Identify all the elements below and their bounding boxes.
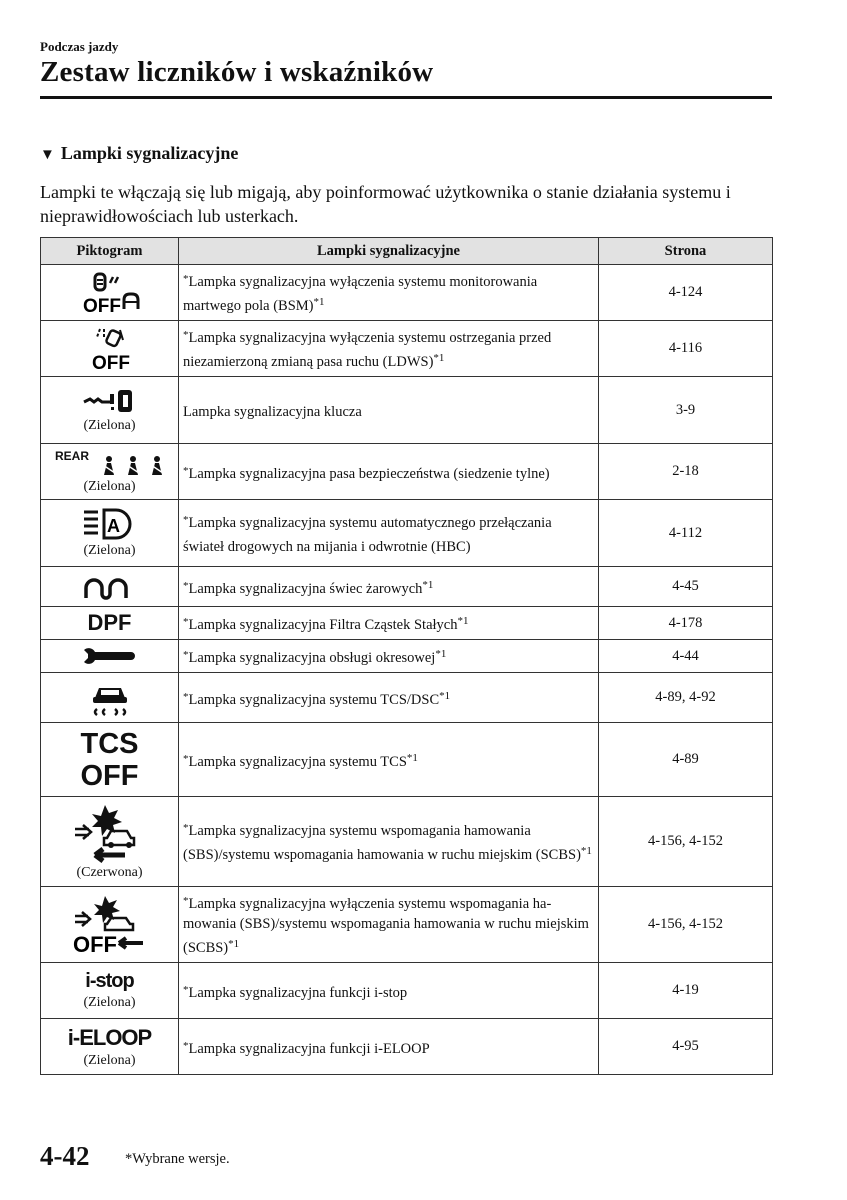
subheading bbox=[40, 143, 238, 164]
lamp-description: Lampka sygnalizacyjna świec żarowych bbox=[188, 580, 423, 597]
page-ref: 4-44 bbox=[599, 640, 773, 673]
svg-text:A: A bbox=[106, 516, 120, 536]
footnote-ref: *1 bbox=[313, 296, 325, 308]
page-ref: 4-95 bbox=[599, 1019, 773, 1075]
table-row bbox=[41, 887, 773, 963]
footnote: *Wybrane wersje. bbox=[125, 1151, 230, 1167]
dpf-label: DPF bbox=[87, 610, 132, 635]
footnote-ref: *1 bbox=[406, 751, 418, 764]
lamp-description: Lampka sygnalizacyjna wyłączenia systemu wspomagania ha-mowania (SBS)/systemu wspomagania hamowania w ruchu miejskim (SCBS) bbox=[183, 896, 589, 956]
asterisk: * bbox=[183, 273, 189, 285]
table-row bbox=[41, 500, 773, 567]
hbc-icon bbox=[80, 507, 140, 541]
table-row bbox=[41, 1019, 773, 1075]
lamp-description: Lampka sygnalizacyjna wyłączenia systemu monitorowania martwego pola (BSM) bbox=[183, 274, 538, 314]
intro-paragraph: Lampki te włączają się lub migają, aby poinformować użytkownika o stanie działania systemu i nieprawidłowościach lub usterkach. bbox=[40, 182, 731, 226]
lamp-description: Lampka sygnalizacyjna pasa bezpieczeństwa (siedzenie tylne) bbox=[188, 465, 550, 482]
i-stop-icon: i-stop bbox=[85, 970, 134, 992]
page-ref: 4-112 bbox=[599, 500, 773, 567]
column-header-pictogram: Piktogram bbox=[41, 238, 179, 265]
table-row bbox=[41, 444, 773, 500]
table-row bbox=[41, 377, 773, 444]
tcs-label: TCS bbox=[80, 727, 139, 760]
page-ref: 4-124 bbox=[599, 265, 773, 321]
lamp-description: Lampka sygnalizacyjna klucza bbox=[183, 404, 362, 420]
footnote-ref: *1 bbox=[433, 352, 445, 364]
column-header-lamp: Lampki sygnalizacyjne bbox=[179, 238, 599, 265]
lamp-color-caption: (Zielona) bbox=[83, 1052, 136, 1068]
page-ref: 4-89 bbox=[599, 723, 773, 797]
page-ref: 4-19 bbox=[599, 963, 773, 1019]
footnote-ref: *1 bbox=[422, 578, 434, 591]
asterisk: * bbox=[183, 1039, 189, 1052]
glow-plug-icon bbox=[41, 567, 179, 607]
lamp-description: Lampka sygnalizacyjna systemu automatycznego przełączania świateł drogowych na mijania i odwrotnie (HBC) bbox=[183, 514, 552, 555]
footnote-ref: *1 bbox=[228, 938, 240, 950]
page-ref: 4-178 bbox=[599, 607, 773, 640]
lamp-color-caption: (Zielona) bbox=[83, 543, 136, 558]
triangle-icon: ▼ bbox=[40, 147, 55, 163]
bsm-off-icon bbox=[41, 265, 179, 321]
off-label: OFF bbox=[80, 759, 139, 792]
lamp-description: Lampka sygnalizacyjna Filtra Cząstek Stałych bbox=[188, 617, 458, 633]
asterisk: * bbox=[183, 690, 189, 703]
asterisk: * bbox=[183, 983, 189, 996]
warning-lamps-table bbox=[40, 237, 773, 1075]
footnote-ref: *1 bbox=[457, 615, 469, 627]
asterisk: * bbox=[183, 464, 189, 477]
i-eloop-icon: i-ELOOP bbox=[67, 1024, 152, 1050]
page-ref: 4-116 bbox=[599, 321, 773, 377]
footnote-ref: *1 bbox=[580, 845, 592, 857]
svg-text:OFF: OFF bbox=[82, 295, 121, 315]
table-row bbox=[41, 797, 773, 887]
tcs-dsc-icon bbox=[41, 673, 179, 723]
sbs-off-icon bbox=[41, 887, 179, 963]
table-row bbox=[41, 321, 773, 377]
subheading-text: Lampki sygnalizacyjne bbox=[60, 143, 239, 163]
lamp-color-caption: (Zielona) bbox=[83, 478, 136, 494]
table-row bbox=[41, 640, 773, 673]
footnote-ref: *1 bbox=[439, 689, 451, 702]
asterisk: * bbox=[183, 895, 189, 907]
page-ref: 4-156, 4-152 bbox=[599, 887, 773, 963]
section-label: Podczas jazdy bbox=[40, 39, 119, 54]
page-ref: 2-18 bbox=[599, 444, 773, 500]
table-row bbox=[41, 607, 773, 640]
asterisk: * bbox=[183, 616, 189, 628]
lamp-description: Lampka sygnalizacyjna funkcji i-ELOOP bbox=[188, 1040, 430, 1057]
lamp-description: Lampka sygnalizacyjna systemu wspomagania hamowania (SBS)/systemu wspomagania hamowania w ruchu miejskim (SCBS) bbox=[183, 823, 581, 863]
ldws-off-icon bbox=[41, 321, 179, 377]
asterisk: * bbox=[183, 822, 189, 834]
footnote-ref: *1 bbox=[435, 648, 447, 660]
title-rule bbox=[40, 96, 772, 99]
asterisk: * bbox=[183, 752, 189, 765]
page-ref: 3-9 bbox=[599, 377, 773, 444]
rear-label: REAR bbox=[55, 448, 90, 463]
page-ref: 4-45 bbox=[599, 567, 773, 607]
lamp-description: Lampka sygnalizacyjna systemu TCS/DSC bbox=[188, 691, 440, 708]
svg-text:OFF: OFF bbox=[91, 352, 130, 372]
tcs-off-icon bbox=[41, 723, 179, 797]
lamp-color-caption: (Zielona) bbox=[83, 418, 136, 433]
table-row bbox=[41, 723, 773, 797]
wrench-icon bbox=[41, 640, 179, 673]
asterisk: * bbox=[183, 579, 189, 592]
lamp-description: Lampka sygnalizacyjna systemu TCS bbox=[188, 753, 407, 770]
page-ref: 4-89, 4-92 bbox=[599, 673, 773, 723]
page-title: Zestaw liczników i wskaźników bbox=[40, 56, 434, 88]
lamp-color-caption: (Zielona) bbox=[83, 995, 136, 1010]
column-header-page: Strona bbox=[599, 238, 773, 265]
lamp-description: Lampka sygnalizacyjna wyłączenia systemu ostrzegania przed niezamierzoną zmianą pasa ruchu (LDWS) bbox=[183, 330, 552, 370]
lamp-description: Lampka sygnalizacyjna funkcji i-stop bbox=[188, 984, 408, 1001]
dpf-icon bbox=[41, 607, 179, 640]
key-icon bbox=[80, 386, 140, 416]
lamp-description: Lampka sygnalizacyjna obsługi okresowej bbox=[188, 650, 436, 666]
table-row bbox=[41, 673, 773, 723]
page-number: 4-42 bbox=[40, 1141, 90, 1171]
table-row bbox=[41, 567, 773, 607]
table-row bbox=[41, 265, 773, 321]
asterisk: * bbox=[183, 513, 189, 526]
asterisk: * bbox=[183, 649, 189, 661]
table-row bbox=[41, 963, 773, 1019]
table-header-row bbox=[41, 238, 773, 265]
asterisk: * bbox=[183, 329, 189, 341]
sbs-icon bbox=[65, 803, 155, 863]
svg-text:OFF: OFF bbox=[72, 931, 117, 956]
page-ref: 4-156, 4-152 bbox=[599, 797, 773, 887]
rear-seatbelt-icon bbox=[41, 449, 178, 477]
lamp-color-caption: (Czerwona) bbox=[76, 864, 143, 880]
